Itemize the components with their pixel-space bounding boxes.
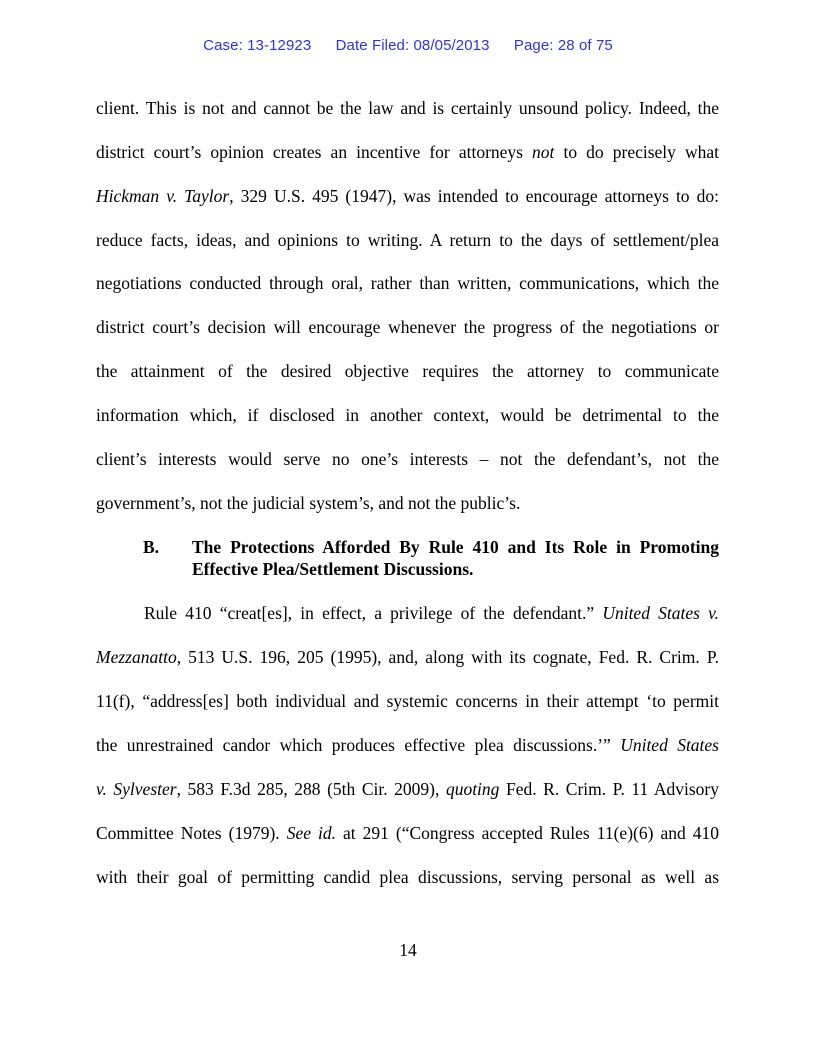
text-line: with their goal of permitting candid plea discussions, serving personal as well as (96, 867, 719, 887)
date-filed: Date Filed: 08/05/2013 (335, 37, 490, 54)
case-citation: Hickman v. Taylor (96, 186, 230, 206)
case-citation: United States (620, 735, 719, 755)
court-filing-header (0, 37, 816, 54)
section-letter: B. (143, 537, 160, 557)
section-heading-line: The Protections Afforded By Rule 410 and Its Role in Promoting (192, 537, 719, 557)
text-line: district court’s decision will encourage whenever the progress of the negotiations or (96, 317, 719, 337)
signal-word: See id. (286, 823, 336, 843)
case-citation: United States v. (602, 603, 720, 623)
signal-word: quoting (445, 779, 500, 799)
text-line: v. Sylvester, 583 F.3d 285, 288 (5th Cir. 2009), quoting Fed. R. Crim. P. 11 Advisory (96, 779, 719, 799)
case-citation: v. Sylvester (96, 779, 177, 799)
text-line: district court’s opinion creates an incentive for attorneys not to do precisely what (96, 142, 719, 162)
text-line: client’s interests would serve no one’s interests – not the defendant’s, not the (96, 449, 719, 469)
text-line: Hickman v. Taylor, 329 U.S. 495 (1947), was intended to encourage attorneys to do: (96, 186, 719, 206)
text-line: negotiations conducted through oral, rather than written, communications, which the (96, 273, 719, 293)
page-number: 14 (399, 940, 417, 960)
text-line: Mezzanatto, 513 U.S. 196, 205 (1995), and, along with its cognate, Fed. R. Crim. P. (96, 647, 719, 667)
text-line: client. This is not and cannot be the law and is certainly unsound policy. Indeed, the (96, 98, 719, 118)
case-citation: Mezzanatto (96, 647, 177, 667)
page-indicator: Page: 28 of 75 (513, 37, 613, 54)
emphasis-text: not (532, 142, 555, 162)
text-line: Committee Notes (1979). See id. at 291 (“Congress accepted Rules 11(e)(6) and 410 (96, 823, 719, 843)
text-line: the attainment of the desired objective requires the attorney to communicate (96, 361, 719, 381)
text-line: 11(f), “address[es] both individual and systemic concerns in their attempt ‘to permit (96, 691, 719, 711)
text-line: the unrestrained candor which produces effective plea discussions.’” United States (96, 735, 719, 755)
text-line: reduce facts, ideas, and opinions to writing. A return to the days of settlement/plea (96, 230, 719, 250)
text-line: Rule 410 “creat[es], in effect, a privilege of the defendant.” United States v. (144, 603, 720, 623)
text-line: information which, if disclosed in another context, would be detrimental to the (96, 405, 719, 425)
section-heading-line: Effective Plea/Settlement Discussions. (192, 559, 474, 579)
text-line: government’s, not the judicial system’s, and not the public’s. (96, 493, 521, 513)
case-number: Case: 13-12923 (203, 37, 312, 54)
